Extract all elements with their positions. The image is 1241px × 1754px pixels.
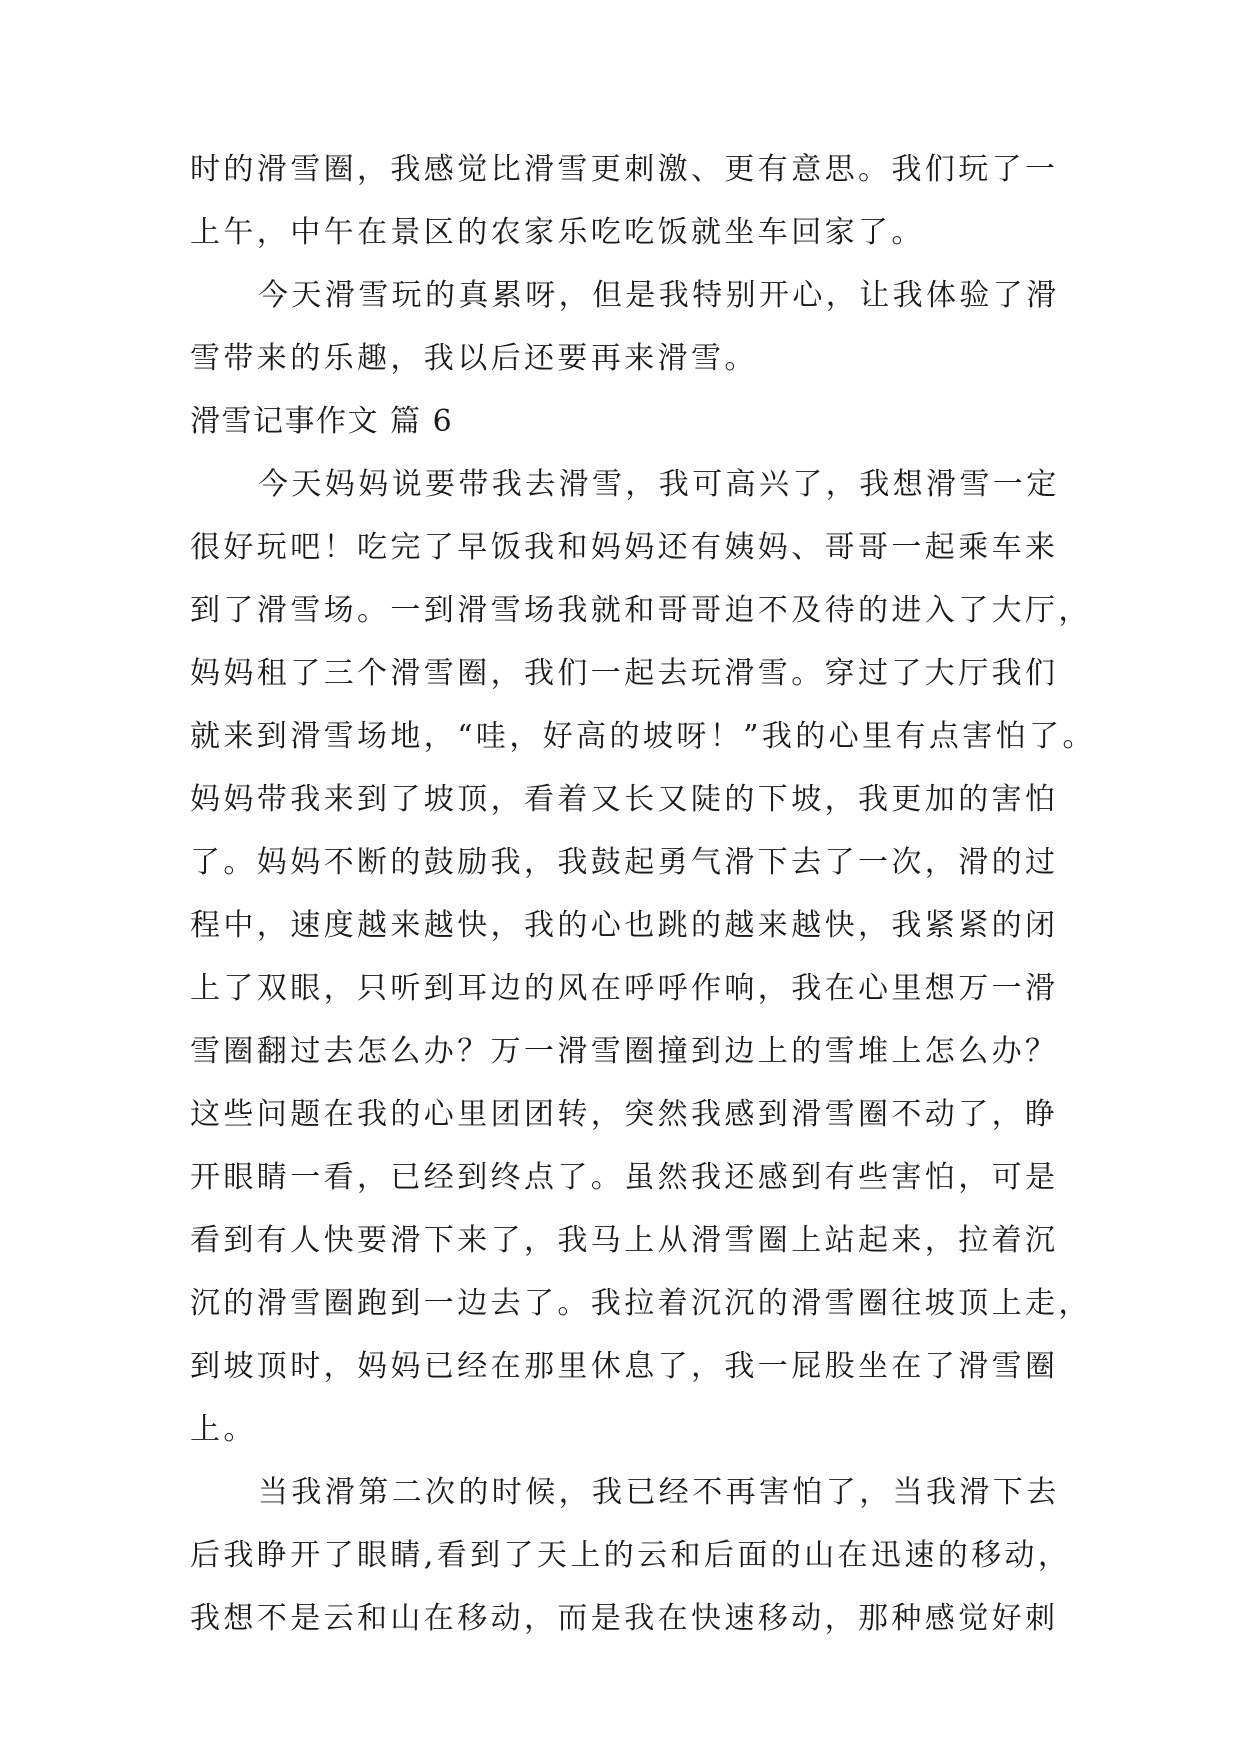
text-line: 雪圈翻过去怎么办？万一滑雪圈撞到边上的雪堆上怎么办？ <box>190 1034 1059 1069</box>
text-line: 了。妈妈不断的鼓励我，我鼓起勇气滑下去了一次，滑的过 <box>190 845 1059 880</box>
text-line: 这些问题在我的心里团团转，突然我感到滑雪圈不动了，睁 <box>190 1097 1059 1132</box>
text-line: 时的滑雪圈，我感觉比滑雪更刺激、更有意思。我们玩了一 <box>190 152 1059 187</box>
text-line: 妈妈带我来到了坡顶，看着又长又陡的下坡，我更加的害怕 <box>190 782 1059 817</box>
text-line: 看到有人快要滑下来了，我马上从滑雪圈上站起来，拉着沉 <box>190 1223 1059 1258</box>
text-line: 雪带来的乐趣，我以后还要再来滑雪。 <box>190 341 758 376</box>
text-line: 很好玩吧！吃完了早饭我和妈妈还有姨妈、哥哥一起乘车来 <box>190 530 1059 565</box>
text-line: 开眼睛一看，已经到终点了。虽然我还感到有些害怕，可是 <box>190 1160 1059 1195</box>
text-line: 就来到滑雪场地，“哇，好高的坡呀！”我的心里有点害怕了。 <box>190 719 1096 754</box>
text-line: 到坡顶时，妈妈已经在那里休息了，我一屁股坐在了滑雪圈 <box>190 1349 1059 1384</box>
text-line: 我想不是云和山在移动，而是我在快速移动，那种感觉好刺 <box>190 1601 1059 1636</box>
text-line: 程中，速度越来越快，我的心也跳的越来越快，我紧紧的闭 <box>190 908 1059 943</box>
text-line: 上。 <box>190 1412 257 1447</box>
section-heading: 滑雪记事作文 篇 6 <box>190 404 454 439</box>
text-line: 当我滑第二次的时候，我已经不再害怕了，当我滑下去 <box>258 1475 1060 1510</box>
document-body <box>190 138 1096 1650</box>
text-line: 沉的滑雪圈跑到一边去了。我拉着沉沉的滑雪圈往坡顶上走， <box>190 1286 1092 1321</box>
text-line: 到了滑雪场。一到滑雪场我就和哥哥迫不及待的进入了大厅， <box>190 593 1092 628</box>
text-line: 上了双眼，只听到耳边的风在呼呼作响，我在心里想万一滑 <box>190 971 1059 1006</box>
text-line: 上午，中午在景区的农家乐吃吃饭就坐车回家了。 <box>190 215 925 250</box>
text-line: 后我睁开了眼睛,看到了天上的云和后面的山在迅速的移动， <box>190 1538 1072 1573</box>
text-line: 今天妈妈说要带我去滑雪，我可高兴了，我想滑雪一定 <box>258 467 1060 502</box>
text-line: 今天滑雪玩的真累呀，但是我特别开心，让我体验了滑 <box>258 278 1060 313</box>
text-line: 妈妈租了三个滑雪圈，我们一起去玩滑雪。穿过了大厅我们 <box>190 656 1059 691</box>
